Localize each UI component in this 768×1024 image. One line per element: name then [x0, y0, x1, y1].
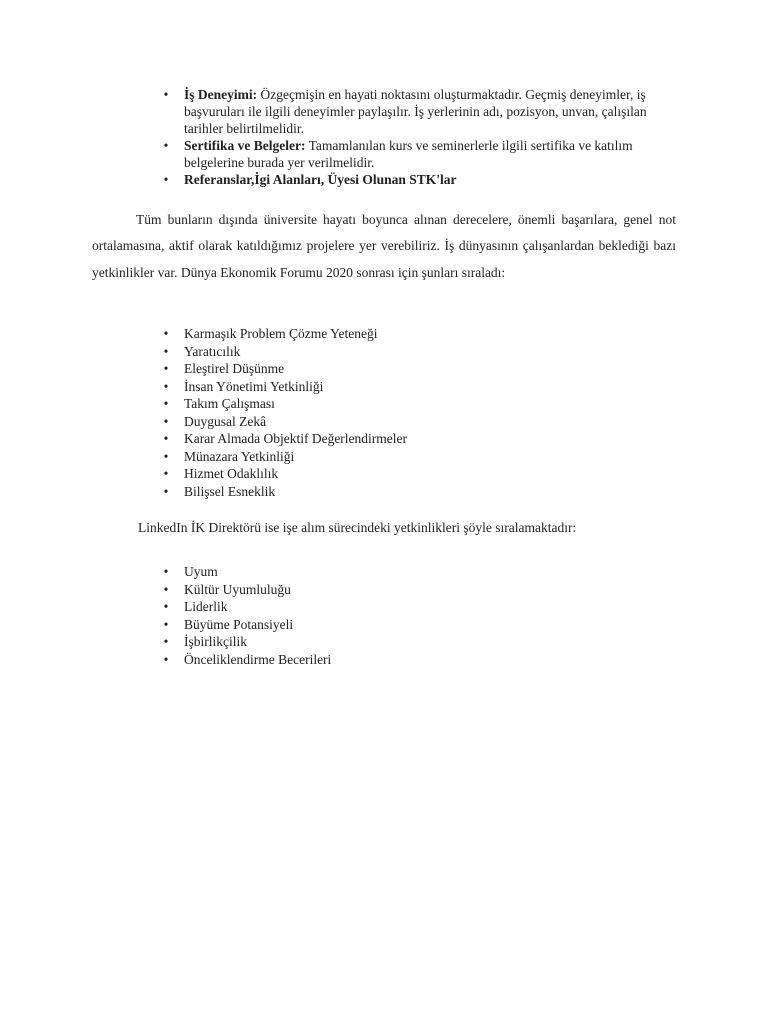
item-text: Takım Çalışması	[184, 396, 275, 411]
list-item	[160, 86, 660, 137]
item-text: Liderlik	[184, 599, 228, 614]
wef-skills-list	[160, 325, 660, 500]
item-text: Özgeçmişin en hayati noktasını oluşturmaktadır. Geçmiş deneyimler, iş başvuruları ile ilgili deneyimler paylaşılır. İş yerlerinin adı, pozisyon, unvan, çalışılan tarihler belirtilmelidir.	[184, 87, 647, 136]
item-text: Kültür Uyumluluğu	[184, 581, 291, 597]
list-item	[160, 651, 660, 669]
linkedin-skills-list	[160, 563, 660, 668]
item-text: İnsan Yönetimi Yetkinliği	[184, 378, 324, 394]
bullet: •	[163, 172, 169, 187]
list-item	[160, 633, 660, 651]
item-text: Uyum	[184, 564, 218, 579]
bullet: •	[163, 634, 169, 649]
bullet: •	[163, 466, 169, 481]
item-text: Eleştirel Düşünme	[184, 361, 285, 376]
list-item	[160, 581, 660, 599]
list-item	[160, 360, 660, 378]
bullet: •	[163, 616, 169, 632]
list-item	[160, 325, 660, 343]
list-item	[160, 465, 660, 483]
list-item	[160, 378, 660, 396]
bullet: •	[163, 651, 169, 667]
list-item	[160, 430, 660, 448]
bullet: •	[163, 564, 169, 579]
item-text: Karmaşık Problem Çözme Yeteneği	[184, 326, 378, 341]
item-heading: Sertifika ve Belgeler:	[184, 138, 306, 153]
bullet: •	[163, 87, 169, 102]
linkedin-paragraph: LinkedIn İK Direktörü ise işe alım sürecindeki yetkinlikleri şöyle sıralamaktadır:	[138, 520, 577, 535]
bullet: •	[163, 343, 169, 359]
item-text: Duygusal Zekâ	[184, 413, 267, 429]
cv-sections-list	[160, 86, 660, 188]
item-text: Münazara Yetkinliği	[184, 448, 295, 464]
item-text: Büyüme Potansiyeli	[184, 616, 294, 632]
body-paragraph: Tüm bunların dışında üniversite hayatı boyunca alınan derecelere, önemli başarılara, genel not ortalamasına, aktif olarak katıldığımız projelere yer verebiliriz. İş dünyasının çalışanlardan beklediği bazı yetkinlikler var. Dünya Ekonomik Forumu 2020 sonrası için şunları sıraladı:	[92, 212, 676, 280]
item-text: İşbirlikçilik	[184, 634, 247, 649]
bullet: •	[163, 378, 169, 394]
item-text: Bilişsel Esneklik	[184, 483, 276, 499]
list-item	[160, 563, 660, 581]
item-text: Yaratıcılık	[184, 343, 241, 359]
bullet: •	[163, 138, 169, 153]
bullet: •	[163, 448, 169, 464]
bullet: •	[163, 599, 169, 614]
item-heading: İş Deneyimi:	[184, 87, 258, 102]
bullet: •	[163, 581, 169, 597]
bullet: •	[163, 326, 169, 341]
list-item	[160, 171, 660, 188]
item-text: Karar Almada Objektif Değerlendirmeler	[184, 431, 408, 446]
bullet: •	[163, 431, 169, 446]
list-item	[160, 413, 660, 431]
list-item	[160, 616, 660, 634]
item-heading: Referanslar,İgi Alanları, Üyesi Olunan STK'lar	[184, 172, 457, 187]
item-text: Hizmet Odaklılık	[184, 466, 279, 481]
bullet: •	[163, 396, 169, 411]
list-item	[160, 483, 660, 501]
item-text: Önceliklendirme Becerileri	[184, 651, 332, 667]
bullet: •	[163, 483, 169, 499]
list-item	[160, 137, 660, 171]
list-item	[160, 598, 660, 616]
list-item	[160, 343, 660, 361]
bullet: •	[163, 413, 169, 429]
list-item	[160, 448, 660, 466]
item-text: Tamamlanılan kurs ve seminerlerle ilgili sertifika ve katılım belgelerine burada yer verilmelidir.	[184, 138, 633, 170]
bullet: •	[163, 361, 169, 376]
list-item	[160, 395, 660, 413]
